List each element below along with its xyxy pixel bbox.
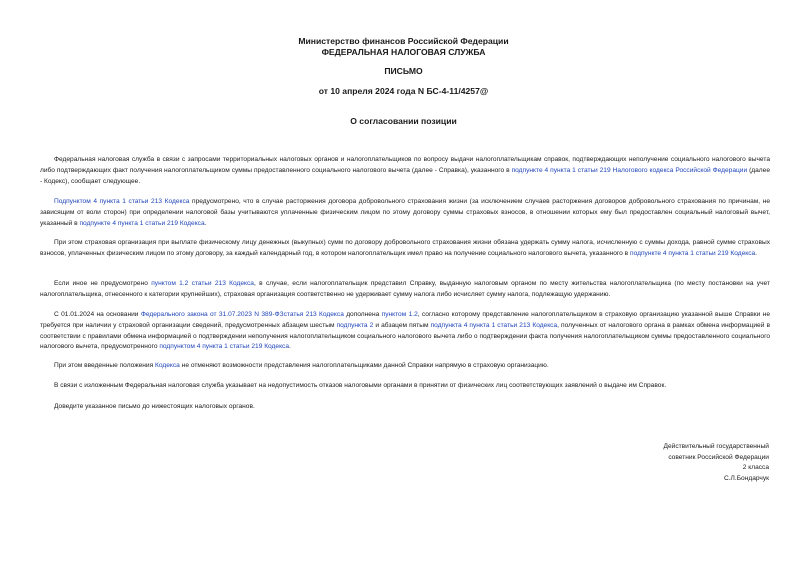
paragraph-8 <box>40 402 770 413</box>
paragraph-text: С 01.01.2024 на основании <box>54 311 141 318</box>
legal-link[interactable]: Кодекса <box>155 362 180 369</box>
legal-link[interactable]: Федерального закона от 31.07.2023 N 389-ФЗ <box>140 311 284 318</box>
legal-link[interactable]: Подпунктом 4 пункта 1 статьи 213 Кодекса <box>54 198 190 205</box>
paragraph-7 <box>40 381 770 392</box>
legal-link[interactable]: подпункта 4 пункта 1 статьи 213 Кодекса <box>430 321 558 329</box>
signature-block <box>569 442 769 484</box>
legal-link[interactable]: подпунктом 4 пункта 1 статьи 219 Кодекса <box>159 343 289 351</box>
paragraph-text: , в случае, если налогоплательщик представил Справку, выданную налоговым органом по месту жительства налогоплательщика (по месту постановки на учет налогоплательщика, отнесенного к категории крупнейших), страховая организация соответственно не удерживает сумму налога либо исчисляет сумму налога, подлежащую удержанию. <box>40 280 770 298</box>
legal-link[interactable]: подпункта 2 <box>336 321 374 329</box>
paragraph-text: . <box>204 219 207 227</box>
paragraph-4 <box>40 279 770 301</box>
signature-line: советник Российской Федерации <box>668 453 769 461</box>
paragraph-text: В связи с изложенным Федеральная налоговая служба указывает на недопустимость отказов налоговыми органами в принятии от физических лиц соответствующих заявлений о выдаче им Справок. <box>54 382 667 389</box>
legal-link[interactable]: подпункте 4 пункта 1 статьи 219 Кодекса <box>630 249 756 257</box>
paragraph-text: , согласно которому представление налогоплательщиком в страховую организацию указанной выше Справки не требуется при наличии у страховой организации сведений, предусмотренных абзацем шестым <box>40 311 770 329</box>
paragraph-text: Если иное не предусмотрено <box>54 280 152 287</box>
paragraph-text: и абзацем пятым <box>373 321 431 329</box>
paragraph-text: При этом страховая организация при выплате физическому лицу денежных (выкупных) сумм по договору добровольного страхования жизни обязана удержать сумму налога, исчисленную с суммы дохода, равной сумме страховых взносов, уплаченных физическим лицом по этому договору, за каждый календарный год, в котором налогоплательщик имел право на получение социального налогового вычета, указанного в <box>40 239 770 257</box>
paragraph-text: (далее - Кодекс), сообщает следующее. <box>40 166 770 185</box>
paragraph-text: предусмотрено, что в случае расторжения договора добровольного страхования жизни (за исключением случаев расторжения договоров добровольного страхования по причинам, не зависящим от воли сторон) при определении налоговой базы учитываются уплаченные физическим лицом по этому договору суммы страховых взносов, в отношении которых ему был предоставлен социальный налоговый вычет, указанный в <box>40 198 771 227</box>
paragraph-text: дополнена <box>343 311 382 318</box>
paragraph-text: не отменяют возможности представления налогоплательщиками данной Справки напрямую в страховую организацию. <box>179 362 549 369</box>
legal-link[interactable]: подпункте 4 пункта 1 статьи 219 Налогового кодекса Российской Федерации <box>511 166 748 174</box>
paragraph-5 <box>40 310 770 353</box>
paragraph-text: . <box>289 343 291 351</box>
paragraph-6 <box>40 361 770 372</box>
document-type: ПИСЬМО <box>384 66 423 76</box>
paragraph-2 <box>40 197 770 229</box>
document-date-number: от 10 апреля 2024 года N БС-4-11/4257@ <box>318 86 489 96</box>
legal-link[interactable]: пунктом 1.2 статьи 213 Кодекса <box>151 280 254 287</box>
document-subject: О согласовании позиции <box>350 116 457 126</box>
paragraph-text: Доведите указанное письмо до нижестоящих налоговых органов. <box>54 403 255 410</box>
signature-line: 2 класса <box>742 464 769 472</box>
paragraph-text: , полученных от налогового органа в рамках обмена информацией в соответствии с правилами обмена информацией о подтверждении неполучения налогоплательщиком социального налогового вычета либо о подтверждении факта получения налогоплательщиком суммы предоставленного социального налогового вычета, предусмотренного <box>40 321 770 351</box>
document-header <box>0 36 807 58</box>
paragraph-text: При этом введенные положения <box>54 362 156 369</box>
legal-link[interactable]: пунктом 1.2 <box>381 311 418 318</box>
legal-link[interactable]: подпункте 4 пункта 1 статьи 219 Кодекса <box>79 219 205 227</box>
signatory-name: С.Л.Бондарчук <box>723 474 769 482</box>
paragraph-1 <box>40 155 770 187</box>
ministry-name: Министерство финансов Российской Федерации <box>298 36 509 46</box>
paragraph-text: . <box>755 249 758 257</box>
paragraph-3 <box>40 238 770 260</box>
paragraph-text: Федеральная налоговая служба в связи с запросами территориальных налоговых органов и налогоплательщиков по вопросу выдачи налогоплательщикам справок, подтверждающих неполучение социального налогового вычета либо подтверждающих факт получения налогоплательщиком суммы предоставленного социального налогового вычета (далее - Справка), указанного в <box>40 156 770 174</box>
service-name: ФЕДЕРАЛЬНАЯ НАЛОГОВАЯ СЛУЖБА <box>321 47 486 57</box>
legal-link[interactable]: статья 213 Кодекса <box>283 311 344 318</box>
signature-line: Действительный государственный <box>663 443 769 450</box>
